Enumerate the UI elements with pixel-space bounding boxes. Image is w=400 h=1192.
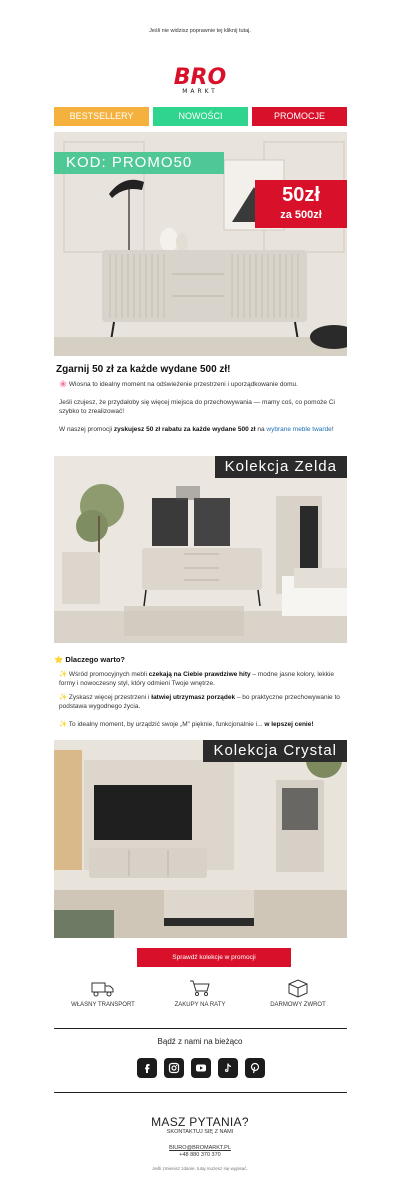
- contact-subtitle: SKONTAKTUJ SIĘ Z NAMI: [166, 1129, 234, 1135]
- instagram-icon[interactable]: [164, 1058, 184, 1078]
- promo-code-label: KOD: PROMO50: [54, 152, 224, 174]
- crystal-collection-image[interactable]: [54, 740, 347, 938]
- badge-amount: 50zł: [282, 184, 320, 206]
- tiktok-icon[interactable]: [218, 1058, 238, 1078]
- p3-end: !: [331, 426, 334, 433]
- why-heading: ⭐ Dlaczego warto?: [54, 655, 126, 664]
- youtube-icon[interactable]: [191, 1058, 211, 1078]
- p3-mid: na: [257, 426, 265, 433]
- why-bullet-1: [59, 670, 349, 688]
- b1-post: – modne jasne kolory, lekkie formy i nowoczesny styl, który odmieni Twoje wnętrze.: [59, 671, 334, 687]
- p3-pre: W naszej promocji: [59, 426, 113, 433]
- b1-bold: czekają na Ciebie prawdziwe hity: [148, 671, 251, 678]
- b1-pre: ✨ Wśród promocyjnych mebli: [59, 671, 147, 678]
- furniture-link[interactable]: wybrane meble twarde: [266, 426, 332, 433]
- truck-icon: [91, 978, 115, 998]
- feature-transport: [48, 978, 158, 1008]
- b2-post: – bo praktyczne przechowywanie to podstawa wygodnego życia.: [59, 694, 340, 710]
- feature-installments-label: ZAKUPY NA RATY: [174, 1002, 226, 1008]
- b3-bold: w lepszej cenie!: [264, 721, 314, 728]
- preheader[interactable]: [0, 28, 400, 34]
- why-bullet-2: [59, 693, 349, 711]
- feature-return-label: DARMOWY ZWROT: [270, 1002, 326, 1008]
- box-icon: [286, 978, 310, 998]
- p3-bold: zyskujesz 50 zł rabatu za każde wydane 500 zł: [113, 426, 256, 433]
- b2-pre: ✨ Zyskasz więcej przestrzeni i: [59, 694, 150, 701]
- zelda-collection-image[interactable]: [54, 456, 347, 643]
- b2-bold: łatwiej utrzymasz porządek: [151, 694, 236, 701]
- feature-return: [243, 978, 353, 1008]
- facebook-icon[interactable]: [137, 1058, 157, 1078]
- nav-new-button[interactable]: NOWOŚCI: [153, 107, 248, 126]
- pinterest-icon[interactable]: [245, 1058, 265, 1078]
- promo-paragraph-2: Jeśli czujesz, że przydałoby się więcej miejsca do przechowywania — mamy coś, co pomoże Ci szybko to zrealizować!: [59, 399, 335, 415]
- feature-transport-label: WŁASNY TRANSPORT: [71, 1002, 135, 1008]
- unsubscribe-link[interactable]: Jeśli zmienisz zdanie, tutaj możesz się wypisać.: [152, 1166, 248, 1171]
- check-collections-button[interactable]: Sprawdź kolekcje w promocji: [137, 948, 291, 967]
- divider: [54, 1028, 347, 1029]
- why-bullet-3: [59, 720, 349, 729]
- logo-bottom: MARKT: [182, 88, 218, 95]
- contact-phone[interactable]: +48 880 370 370: [179, 1152, 221, 1158]
- divider: [54, 1092, 347, 1093]
- contact-title: MASZ PYTANIA?: [151, 1115, 249, 1129]
- zelda-label: Kolekcja Zelda: [215, 456, 347, 478]
- cart-icon: [188, 978, 212, 998]
- nav-promo-button[interactable]: PROMOCJE: [252, 107, 347, 126]
- promo-heading: Zgarnij 50 zł za każde wydane 500 zł!: [56, 364, 231, 375]
- contact-email-link[interactable]: BIURO@BROMARKT.PL: [169, 1145, 231, 1151]
- crystal-label: Kolekcja Crystal: [203, 740, 347, 762]
- b3-pre: ✨ To idealny moment, by urządzić swoje „M" pięknie, funkcjonalnie i...: [59, 721, 263, 728]
- bromarkt-logo[interactable]: [168, 62, 232, 96]
- nav-bestsellers-button[interactable]: BESTSELLERY: [54, 107, 149, 126]
- preheader-text[interactable]: Jeśli nie widzisz poprawnie tej kliknij tutaj.: [149, 28, 251, 34]
- badge-condition: za 500zł: [280, 209, 322, 221]
- discount-badge: [255, 180, 347, 228]
- logo-top: BRO: [173, 65, 227, 90]
- feature-installments: [145, 978, 255, 1008]
- promo-paragraph-3: [59, 425, 349, 434]
- promo-paragraph-1: 🌸 Wiosna to idealny moment na odświeżenie przestrzeni i uporządkowanie domu.: [59, 381, 298, 388]
- follow-heading: Bądź z nami na bieżąco: [157, 1037, 243, 1046]
